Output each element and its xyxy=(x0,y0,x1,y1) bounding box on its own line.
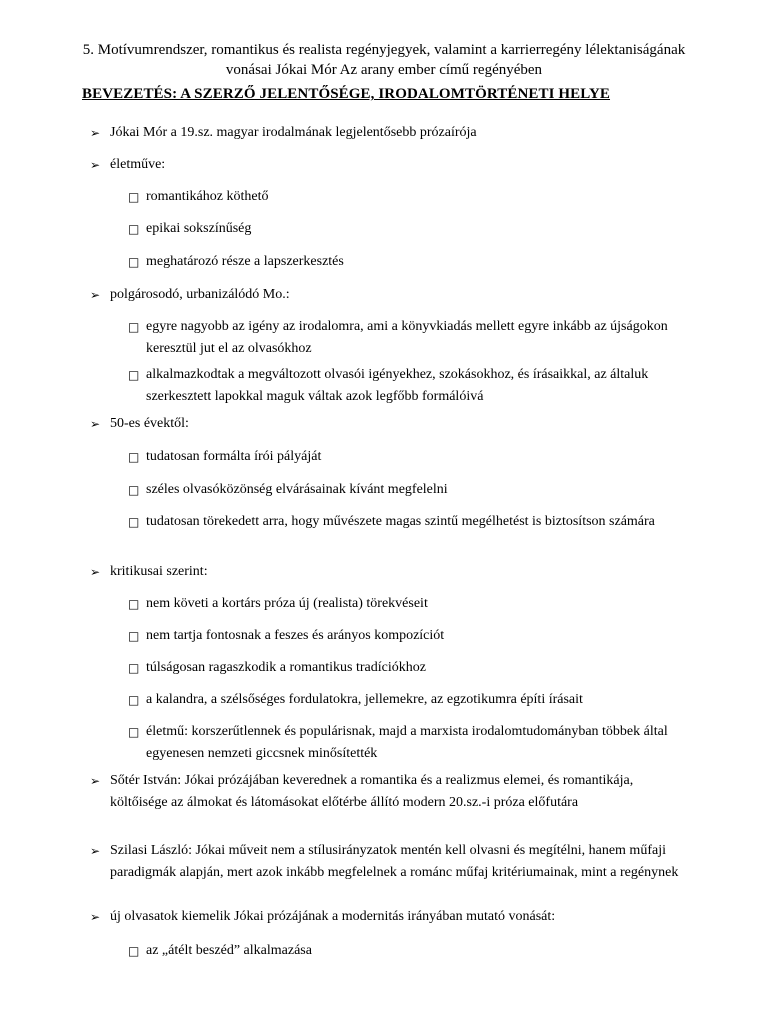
sub-list-item-text: túlságosan ragaszkodik a romantikus tradíciókhoz xyxy=(146,660,426,675)
box-bullet-icon: □ xyxy=(128,693,140,707)
sub-list-item xyxy=(128,316,688,360)
box-bullet-icon: □ xyxy=(128,629,140,643)
sub-list-item-text: meghatározó része a lapszerkesztés xyxy=(146,254,344,269)
sub-list-item xyxy=(128,511,688,533)
sub-list-item-text: életmű: korszerűtlennek és populárisnak, majd a marxista irodalomtudományban többek által egyenesen nemzeti giccsnek minősítették xyxy=(146,724,668,761)
list-item xyxy=(90,284,690,306)
sub-list-item-text: tudatosan törekedett arra, hogy művészete magas szintű megélhetést is biztosítson számára xyxy=(146,514,655,529)
list-item-text: új olvasatok kiemelik Jókai prózájának a modernitás irányában mutató vonását: xyxy=(110,909,556,924)
sub-list-item-text: tudatosan formálta írói pályáját xyxy=(146,449,322,464)
arrow-bullet-icon: ➢ xyxy=(90,844,101,858)
box-bullet-icon: □ xyxy=(128,368,140,382)
list-item xyxy=(90,413,690,435)
box-bullet-icon: □ xyxy=(128,320,140,334)
list-item xyxy=(90,840,690,884)
sub-list-item xyxy=(128,446,688,468)
box-bullet-icon: □ xyxy=(128,255,140,269)
arrow-bullet-icon: ➢ xyxy=(90,910,101,924)
list-item-text: polgárosodó, urbanizálódó Mo.: xyxy=(110,287,290,302)
section-heading: BEVEZETÉS: A SZERZŐ JELENTŐSÉGE, IRODALOMTÖRTÉNETI HELYE xyxy=(82,86,611,102)
list-item-text: Sőtér István: Jókai prózájában keverednek a romantika és a realizmus elemei, és romantikája, költőisége az álmokat és látomásokat előtérbe állító modern 20.sz.-i próza előfutára xyxy=(110,773,634,810)
list-item-text: kritikusai szerint: xyxy=(110,564,208,579)
box-bullet-icon: □ xyxy=(128,515,140,529)
sub-list-item xyxy=(128,479,688,501)
sub-list-item-text: nem tartja fontosnak a feszes és arányos kompozíciót xyxy=(146,628,445,643)
sub-list-item xyxy=(128,186,688,208)
sub-list-item xyxy=(128,218,688,240)
list-item-text: 50-es évektől: xyxy=(110,416,189,431)
arrow-bullet-icon: ➢ xyxy=(90,417,101,431)
sub-list-item xyxy=(128,721,688,765)
sub-list-item xyxy=(128,593,688,615)
list-item-text: életműve: xyxy=(110,157,166,172)
arrow-bullet-icon: ➢ xyxy=(90,126,101,140)
list-item xyxy=(90,906,690,928)
sub-list-item xyxy=(128,940,688,962)
list-item xyxy=(90,561,690,583)
arrow-bullet-icon: ➢ xyxy=(90,565,101,579)
list-item xyxy=(90,770,690,814)
list-item xyxy=(90,122,690,144)
sub-list-item-text: nem követi a kortárs próza új (realista) törekvéseit xyxy=(146,596,428,611)
sub-list-item-text: alkalmazkodtak a megváltozott olvasói igényekhez, szokásokhoz, és írásaikkal, az általuk szerkesztett lapokkal maguk váltak azok legfőbb formálóivá xyxy=(146,367,649,404)
list-item-text: Szilasi László: Jókai műveit nem a stílusirányzatok mentén kell olvasni és megítélni, hanem műfaji paradigmák alapján, mert azok inkább megfelelnek a románc műfaj kritériumainak, mint a regénynek xyxy=(110,843,679,880)
sub-list-item xyxy=(128,689,688,711)
box-bullet-icon: □ xyxy=(128,190,140,204)
sub-list-item-text: széles olvasóközönség elvárásainak kívánt megfelelni xyxy=(146,482,448,497)
sub-list-item-text: a kalandra, a szélsőséges fordulatokra, jellemekre, az egzotikumra építi írásait xyxy=(146,692,583,707)
box-bullet-icon: □ xyxy=(128,944,140,958)
sub-list-item xyxy=(128,657,688,679)
sub-list-item xyxy=(128,251,688,273)
sub-list-item xyxy=(128,625,688,647)
list-item xyxy=(90,154,690,176)
sub-list-item-text: az „átélt beszéd” alkalmazása xyxy=(146,943,312,958)
arrow-bullet-icon: ➢ xyxy=(90,288,101,302)
sub-list-item-text: egyre nagyobb az igény az irodalomra, ami a könyvkiadás mellett egyre inkább az újságokon keresztül jut el az olvasókhoz xyxy=(146,319,668,356)
box-bullet-icon: □ xyxy=(128,725,140,739)
document-title: 5. Motívumrendszer, romantikus és realista regényjegyek, valamint a karrierregény lélektaniságának vonásai Jókai Mór Az arany ember című regényében xyxy=(82,42,686,78)
sub-list-item-text: romantikához köthető xyxy=(146,189,269,204)
list-item-text: Jókai Mór a 19.sz. magyar irodalmának legjelentősebb prózaírója xyxy=(110,125,477,140)
sub-list-item xyxy=(128,364,688,408)
sub-list-item-text: epikai sokszínűség xyxy=(146,221,252,236)
arrow-bullet-icon: ➢ xyxy=(90,158,101,172)
box-bullet-icon: □ xyxy=(128,661,140,675)
box-bullet-icon: □ xyxy=(128,597,140,611)
box-bullet-icon: □ xyxy=(128,222,140,236)
arrow-bullet-icon: ➢ xyxy=(90,774,101,788)
box-bullet-icon: □ xyxy=(128,483,140,497)
box-bullet-icon: □ xyxy=(128,450,140,464)
